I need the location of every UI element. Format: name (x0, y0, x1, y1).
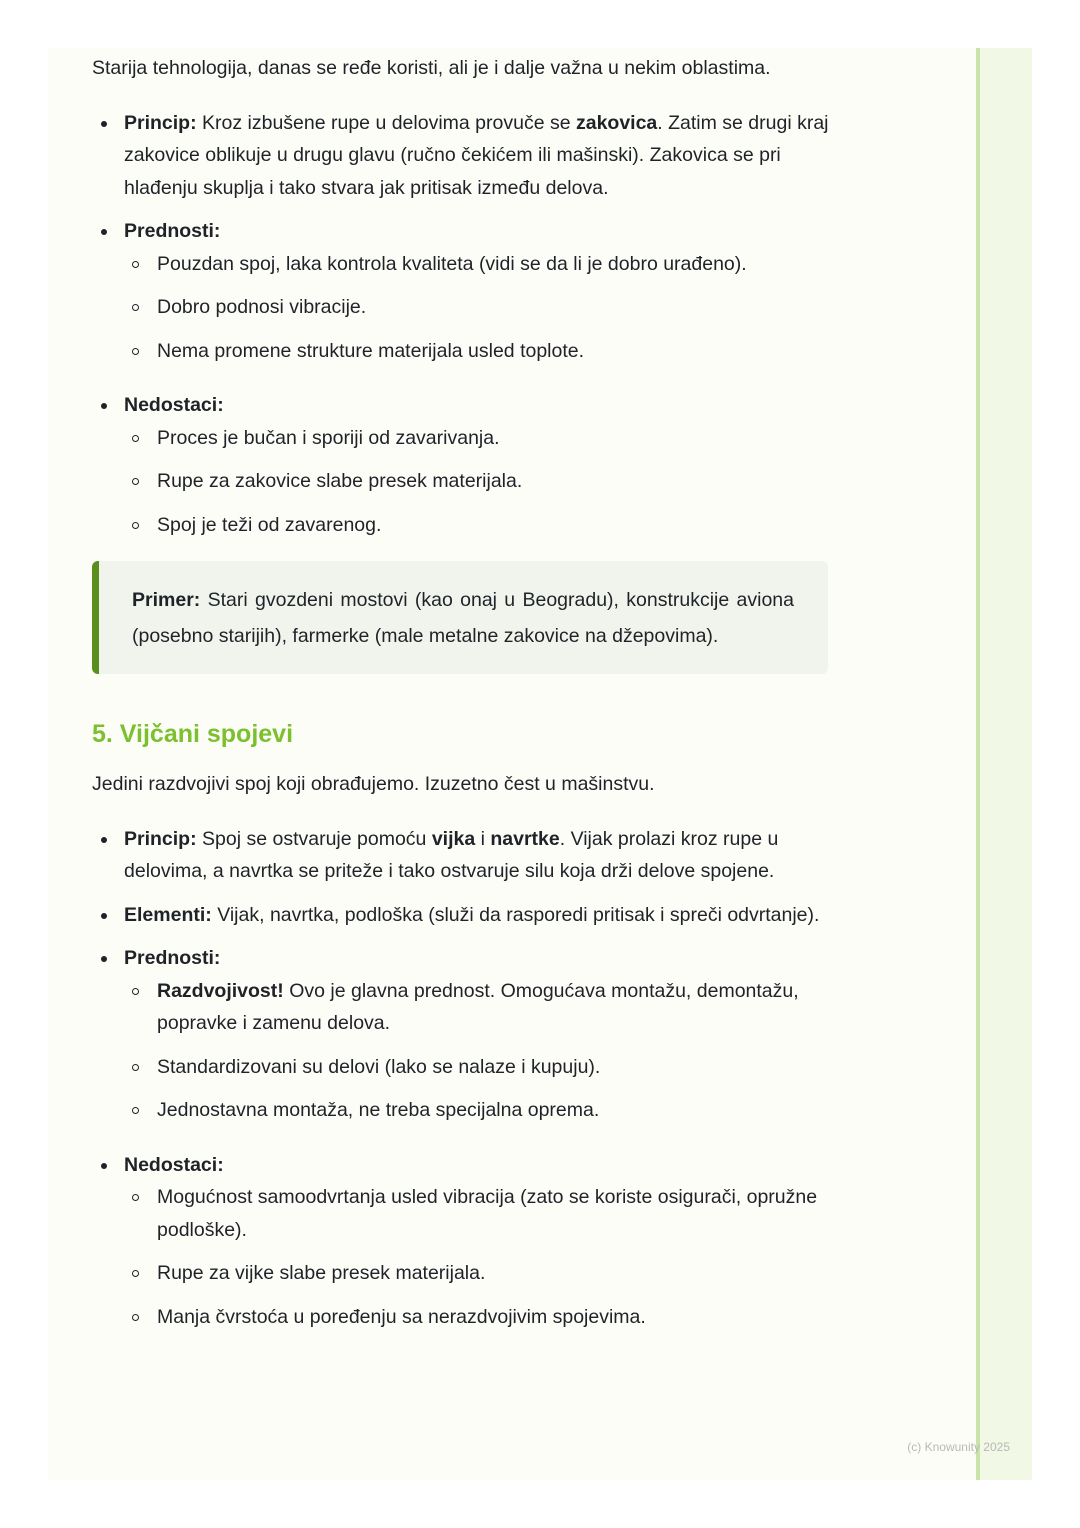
princip-text-2: . Zatim se drugi kraj zakovice oblikuje u drugu glavu (ručno čekićem ili mašinski). Zakovica se pri hlađenju skuplja i tako stvara jak pritisak između delova. (124, 111, 829, 199)
rivet-list (92, 107, 832, 542)
example-label: Primer: (132, 589, 201, 611)
princip-label: Princip: (124, 827, 197, 850)
document-content (92, 52, 832, 1344)
princip-bold: zakovica (575, 111, 658, 134)
list-item: Standardizovani su delovi (lako se nalaze i kupuju). (124, 1051, 832, 1084)
copyright-footer: (c) Knowunity 2025 (907, 1440, 1010, 1454)
section-heading: 5. Vijčani spojevi (92, 720, 294, 748)
prednosti-sublist (124, 975, 832, 1127)
list-item-prednosti (92, 942, 832, 1127)
prednost-bold: Razdvojivost! (157, 979, 284, 1002)
prednosti-label: Prednosti: (124, 220, 221, 242)
list-item: Rupe za zakovice slabe presek materijala. (124, 465, 832, 498)
princip-text-2: i (475, 827, 491, 850)
list-item: Manja čvrstoća u poređenju sa nerazdvojivim spojevima. (124, 1301, 832, 1334)
elementi-text: Vijak, navrtka, podloška (služi da rasporedi pritisak i spreči odvrtanje). (211, 903, 820, 926)
side-line (976, 48, 980, 1480)
list-item: Spoj je teži od zavarenog. (124, 509, 832, 542)
list-item-nedostaci (92, 1149, 832, 1334)
princip-label: Princip: (124, 111, 197, 134)
section-intro: Jedini razdvojivi spoj koji obrađujemo. Izuzetno čest u mašinstvu. (92, 773, 655, 795)
prednosti-sublist (124, 248, 832, 368)
list-item-princip (92, 823, 832, 888)
princip-text: Kroz izbušene rupe u delovima provuče se (196, 111, 576, 134)
princip-text: Spoj se ostvaruje pomoću (196, 827, 432, 850)
example-callout (92, 561, 828, 674)
list-item-nedostaci (92, 389, 832, 541)
list-item: Jednostavna montaža, ne treba specijalna oprema. (124, 1094, 832, 1127)
prednost-text: Ovo je glavna prednost. Omogućava montažu, demontažu, popravke i zamenu delova. (157, 979, 799, 1034)
nedostaci-sublist (124, 1181, 832, 1333)
example-text: Stari gvozdeni mostovi (kao onaj u Beogradu), konstrukcije aviona (posebno starijih), farmerke (male metalne zakovice na džepovima). (132, 589, 794, 647)
list-item-princip (92, 107, 832, 205)
list-item: Dobro podnosi vibracije. (124, 291, 832, 324)
elementi-label: Elementi: (124, 903, 212, 926)
screw-list (92, 823, 832, 1334)
list-item: Mogućnost samoodvrtanja usled vibracija (zato se koriste osigurači, opružne podloške). (124, 1181, 832, 1246)
list-item-prednosti (92, 215, 832, 367)
list-item: Nema promene strukture materijala usled toplote. (124, 335, 832, 368)
princip-bold: vijka (431, 827, 476, 850)
list-item (124, 975, 832, 1040)
list-item: Pouzdan spoj, laka kontrola kvaliteta (vidi se da li je dobro urađeno). (124, 248, 832, 281)
prednosti-label: Prednosti: (124, 947, 221, 969)
nedostaci-label: Nedostaci: (124, 394, 224, 416)
nedostaci-sublist (124, 422, 832, 542)
list-item: Rupe za vijke slabe presek materijala. (124, 1257, 832, 1290)
list-item: Proces je bučan i sporiji od zavarivanja. (124, 422, 832, 455)
intro-paragraph: Starija tehnologija, danas se ređe koristi, ali je i dalje važna u nekim oblastima. (92, 57, 771, 79)
nedostaci-label: Nedostaci: (124, 1153, 224, 1176)
princip-bold-2: navrtke (490, 827, 560, 850)
princip-text-3: . Vijak prolazi kroz rupe u delovima, a navrtka se priteže i tako ostvaruje silu koja drži delove spojene. (124, 827, 779, 882)
list-item-elementi (92, 899, 832, 932)
side-strip (976, 48, 1032, 1480)
